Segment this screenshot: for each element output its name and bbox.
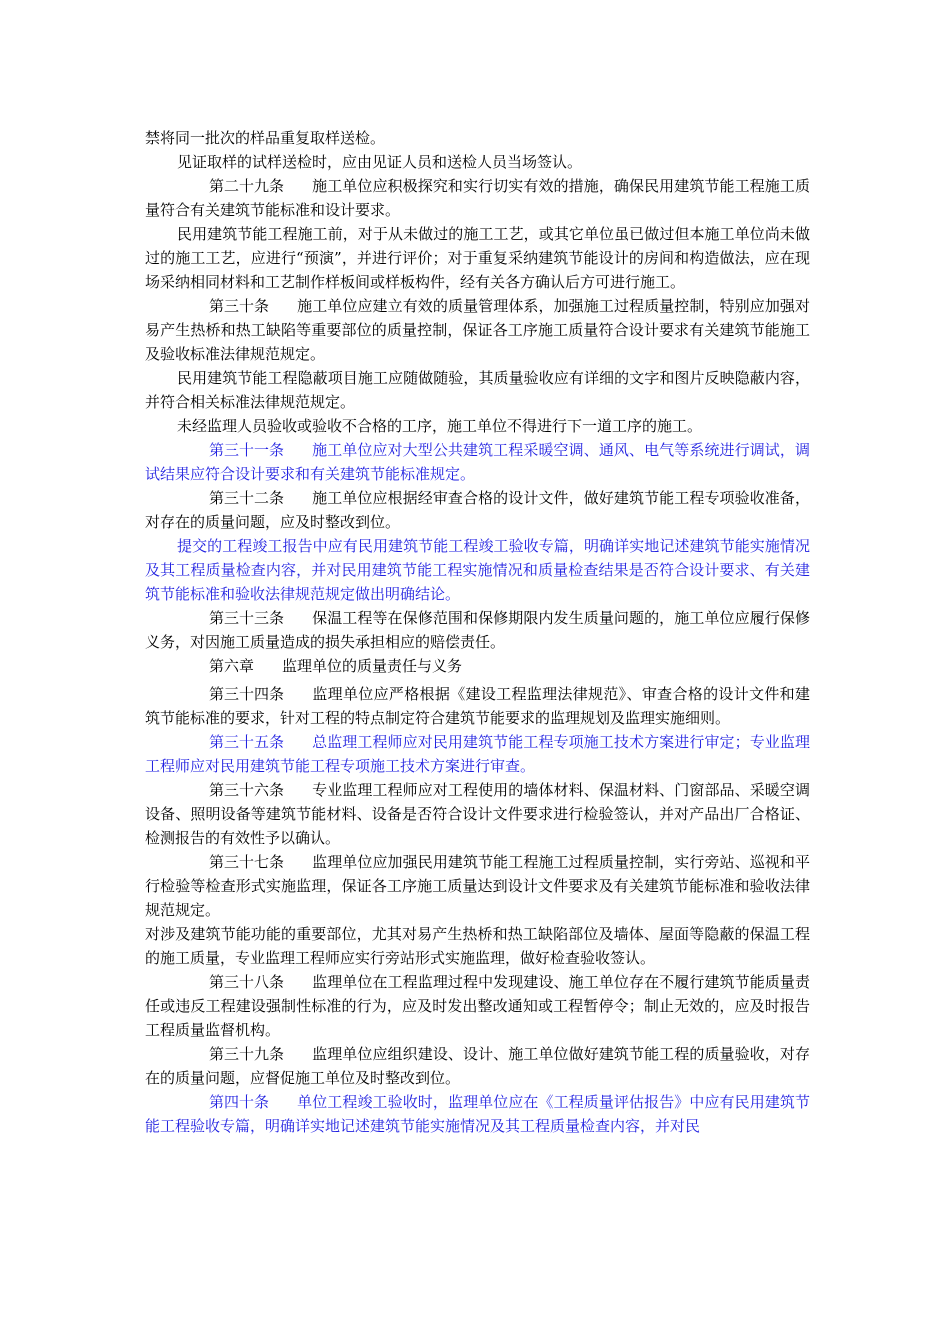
paragraph bbox=[145, 1090, 810, 1138]
article-number: 第三十九条 bbox=[209, 1045, 285, 1063]
paragraph bbox=[145, 778, 810, 850]
paragraph bbox=[145, 366, 810, 414]
paragraph-text: 施工单位应对大型公共建筑工程采暖空调、通风、电气等系统进行调试，调试结果应符合设计要求和有关建筑节能标准规定。 bbox=[145, 441, 810, 483]
paragraph bbox=[145, 970, 810, 1042]
paragraph bbox=[145, 730, 810, 778]
article-number: 第三十五条 bbox=[209, 733, 285, 751]
article-number: 第二十九条 bbox=[209, 177, 285, 195]
paragraph bbox=[145, 654, 810, 678]
paragraph-text: 监理单位应严格根据《建设工程监理法律规范》、审查合格的设计文件和建筑节能标准的要求，针对工程的特点制定符合建筑节能要求的监理规划及监理实施细则。 bbox=[145, 685, 810, 727]
paragraph-text: 未经监理人员验收或验收不合格的工序，施工单位不得进行下一道工序的施工。 bbox=[177, 417, 703, 435]
paragraph bbox=[145, 126, 810, 150]
paragraph-text: 禁将同一批次的样品重复取样送检。 bbox=[145, 129, 386, 147]
paragraph-text: 对涉及建筑节能功能的重要部位，尤其对易产生热桥和热工缺陷部位及墙体、屋面等隐蔽的保温工程的施工质量，专业监理工程师应实行旁站形式实施监理，做好检查验收签认。 bbox=[145, 925, 810, 967]
paragraph bbox=[145, 150, 810, 174]
paragraph-text: 监理单位应加强民用建筑节能工程施工过程质量控制，实行旁站、巡视和平行检验等检查形式实施监理，保证各工序施工质量达到设计文件要求及有关建筑节能标准和验收法律规范规定。 bbox=[145, 853, 810, 919]
paragraph bbox=[145, 682, 810, 730]
paragraph bbox=[145, 174, 810, 222]
paragraph bbox=[145, 294, 810, 366]
paragraph-text: 单位工程竣工验收时，监理单位应在《工程质量评估报告》中应有民用建筑节能工程验收专篇，明确详实地记述建筑节能实施情况及其工程质量检查内容，并对民 bbox=[145, 1093, 810, 1135]
article-number: 第三十一条 bbox=[209, 441, 285, 459]
article-number: 第三十三条 bbox=[209, 609, 285, 627]
paragraph bbox=[145, 486, 810, 534]
paragraph-text: 施工单位应建立有效的质量管理体系，加强施工过程质量控制，特别应加强对易产生热桥和热工缺陷等重要部位的质量控制，保证各工序施工质量符合设计要求有关建筑节能施工及验收标准法律规范规定。 bbox=[145, 297, 810, 363]
article-number: 第三十四条 bbox=[209, 685, 285, 703]
paragraph bbox=[145, 1042, 810, 1090]
article-number: 第三十七条 bbox=[209, 853, 285, 871]
article-number: 第三十六条 bbox=[209, 781, 285, 799]
paragraph-text: 监理单位应组织建设、设计、施工单位做好建筑节能工程的质量验收，对存在的质量问题，应督促施工单位及时整改到位。 bbox=[145, 1045, 810, 1087]
paragraph-text: 监理单位在工程监理过程中发现建设、施工单位存在不履行建筑节能质量责任或违反工程建设强制性标准的行为，应及时发出整改通知或工程暂停令；制止无效的，应及时报告工程质量监督机构。 bbox=[145, 973, 810, 1039]
article-number: 第三十条 bbox=[209, 297, 270, 315]
paragraph-text: 施工单位应积极探究和实行切实有效的措施，确保民用建筑节能工程施工质量符合有关建筑节能标准和设计要求。 bbox=[145, 177, 810, 219]
paragraph-text: 施工单位应根据经审查合格的设计文件，做好建筑节能工程专项验收准备，对存在的质量问题，应及时整改到位。 bbox=[145, 489, 810, 531]
paragraph-text: 专业监理工程师应对工程使用的墙体材料、保温材料、门窗部品、采暖空调设备、照明设备等建筑节能材料、设备是否符合设计文件要求进行检验签认，并对产品出厂合格证、检测报告的有效性予以确认。 bbox=[145, 781, 810, 847]
paragraph-text: 民用建筑节能工程施工前，对于从未做过的施工工艺，或其它单位虽已做过但本施工单位尚未做过的施工工艺，应进行“预演”，并进行评价；对于重复采纳建筑节能设计的房间和构造做法，应在现场采纳相同材料和工艺制作样板间或样板构件，经有关各方确认后方可进行施工。 bbox=[145, 225, 810, 291]
paragraph-text: 见证取样的试样送检时，应由见证人员和送检人员当场签认。 bbox=[177, 153, 583, 171]
paragraph-text: 总监理工程师应对民用建筑节能工程专项施工技术方案进行审定；专业监理工程师应对民用建筑节能工程专项施工技术方案进行审查。 bbox=[145, 733, 810, 775]
paragraph bbox=[145, 222, 810, 294]
document-body bbox=[145, 126, 810, 1138]
paragraph-text: 监理单位的质量责任与义务 bbox=[282, 657, 463, 675]
paragraph bbox=[145, 606, 810, 654]
article-number: 第四十条 bbox=[209, 1093, 270, 1111]
paragraph bbox=[145, 438, 810, 486]
paragraph bbox=[145, 414, 810, 438]
paragraph bbox=[145, 534, 810, 606]
paragraph-text: 保温工程等在保修范围和保修期限内发生质量问题的，施工单位应履行保修义务，对因施工质量造成的损失承担相应的赔偿责任。 bbox=[145, 609, 810, 651]
article-number: 第六章 bbox=[209, 657, 255, 675]
paragraph bbox=[145, 922, 810, 970]
paragraph bbox=[145, 850, 810, 922]
article-number: 第三十八条 bbox=[209, 973, 285, 991]
paragraph-text: 民用建筑节能工程隐蔽项目施工应随做随验，其质量验收应有详细的文字和图片反映隐蔽内容，并符合相关标准法律规范规定。 bbox=[145, 369, 810, 411]
article-number: 第三十二条 bbox=[209, 489, 285, 507]
paragraph-text: 提交的工程竣工报告中应有民用建筑节能工程竣工验收专篇，明确详实地记述建筑节能实施情况及其工程质量检查内容，并对民用建筑节能工程实施情况和质量检查结果是否符合设计要求、有关建筑节能标准和验收法律规范规定做出明确结论。 bbox=[145, 537, 810, 603]
